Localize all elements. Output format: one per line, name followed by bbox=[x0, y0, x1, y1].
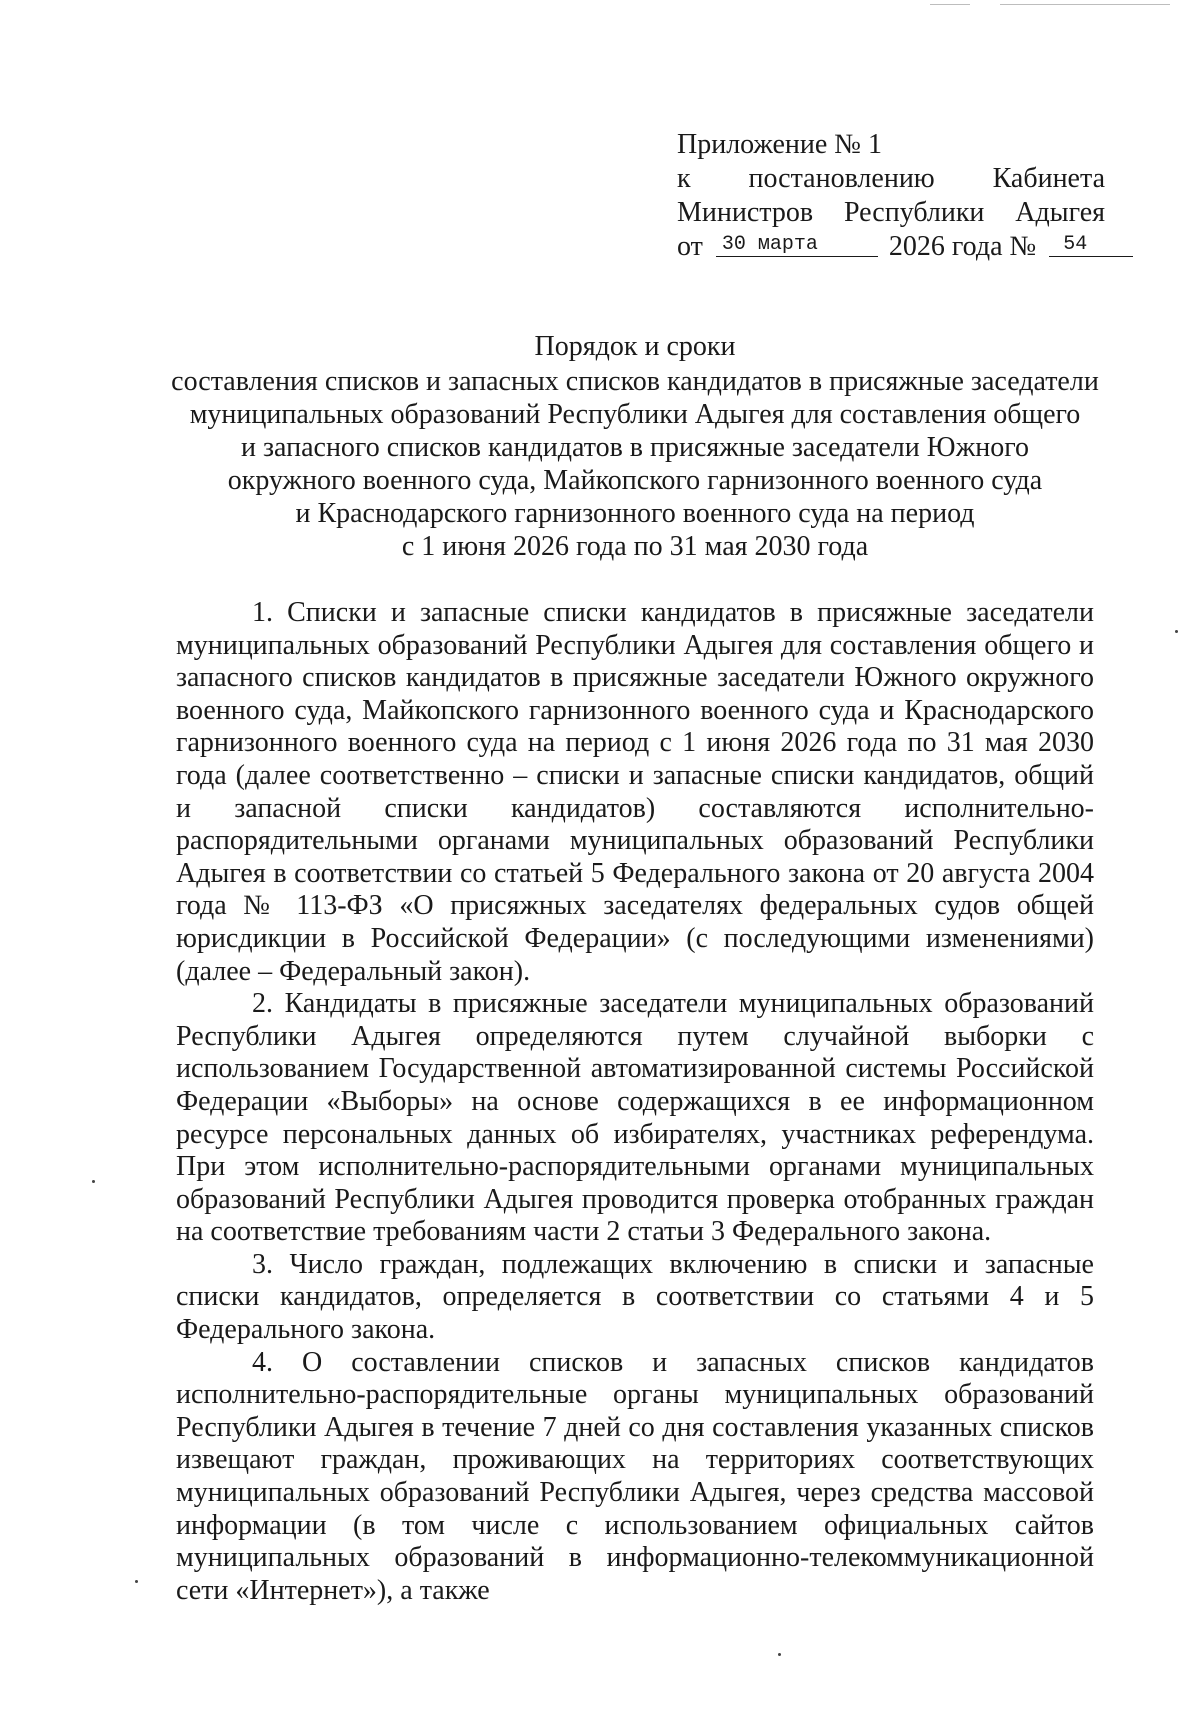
appendix-word: Кабинета bbox=[992, 163, 1105, 194]
document-body bbox=[176, 597, 1094, 1607]
scan-speck bbox=[92, 1180, 95, 1183]
paragraph-4 bbox=[176, 1347, 1094, 1608]
title-line: составления списков и запасных списков кандидатов в присяжные заседатели bbox=[171, 366, 1099, 397]
title-heading: Порядок и сроки bbox=[534, 331, 736, 362]
title-line: и Краснодарского гарнизонного военного суда на период bbox=[295, 498, 975, 529]
scan-edge-line bbox=[930, 4, 970, 5]
paragraph-3 bbox=[176, 1249, 1094, 1347]
appendix-issuer bbox=[677, 196, 1105, 230]
paragraph-text: 4. О составлении списков и запасных списков кандидатов исполнительно-распорядительные органы муниципальных образований Республики Адыгея в течение 7 дней со дня составления указанных списков извещают граждан, проживающих на территориях соответствующих муниципальных образований Республики Адыгея, через средства массовой информации (в том числе с использованием официальных сайтов муниципальных образований в информационно-телекоммуникационной сети «Интернет»), а также bbox=[176, 1346, 1094, 1606]
title-line: муниципальных образований Республики Адыгея для составления общего bbox=[189, 399, 1081, 430]
appendix-number: Приложение № 1 bbox=[677, 129, 882, 160]
appendix-word: постановлению bbox=[748, 163, 935, 194]
appendix-word: Республики bbox=[843, 197, 985, 228]
paragraph-2 bbox=[176, 988, 1094, 1249]
appendix-word: Адыгея bbox=[1015, 197, 1105, 228]
paragraph-text: 3. Число граждан, подлежащих включению в списки и запасные списки кандидатов, определяется в соответствии со статьями 4 и 5 Федерального закона. bbox=[176, 1248, 1094, 1346]
title-line: и запасного списков кандидатов в присяжные заседатели Южного bbox=[241, 432, 1029, 463]
paragraph-1 bbox=[176, 597, 1094, 988]
scan-speck bbox=[135, 1580, 138, 1583]
title-line: окружного военного суда, Майкопского гарнизонного военного суда bbox=[227, 465, 1043, 496]
resolution-number-field: 54 bbox=[1049, 234, 1133, 257]
appendix-date-line bbox=[677, 230, 1105, 264]
appendix-word: к bbox=[677, 163, 691, 194]
scan-speck bbox=[1175, 630, 1178, 633]
document-title bbox=[150, 330, 1120, 563]
paragraph-text: 2. Кандидаты в присяжные заседатели муниципальных образований Республики Адыгея определяются путем случайной выборки с использованием Государственной автоматизированной системы Российской Федерации «Выборы» на основе содержащихся в ее информационном ресурсе персональных данных об избирателях, участниках референдума. При этом исполнительно-распорядительными органами муниципальных образований Республики Адыгея проводится проверка отобранных граждан на соответствие требованиям части 2 статьи 3 Федерального закона. bbox=[176, 988, 1094, 1248]
date-prefix: от bbox=[677, 231, 703, 262]
year-text: 2026 года № bbox=[888, 231, 1037, 262]
scan-speck bbox=[778, 1653, 781, 1656]
appendix-block bbox=[677, 128, 1105, 264]
title-line: с 1 июня 2026 года по 31 мая 2030 года bbox=[401, 531, 869, 562]
scan-edge-line bbox=[1000, 4, 1170, 5]
date-field: 30 марта bbox=[716, 234, 878, 257]
paragraph-text: 1. Списки и запасные списки кандидатов в присяжные заседатели муниципальных образований Республики Адыгея для составления общего и запасного списков кандидатов в присяжные заседатели Южного окружного военного суда, Майкопского гарнизонного военного суда и Краснодарского гарнизонного военного суда на период с 1 июня 2026 года по 31 мая 2030 года (далее соответственно – списки и запасные списки кандидатов, общий и запасной списки кандидатов) составляются исполнительно-распорядительными органами муниципальных образований Республики Адыгея в соответствии со статьей 5 Федерального закона от 20 августа 2004 года № 113-ФЗ «О присяжных заседателях федеральных судов общей юрисдикции в Российской Федерации» (с последующими изменениями) (далее – Федеральный закон). bbox=[176, 597, 1094, 987]
appendix-to-resolution bbox=[677, 162, 1105, 196]
appendix-word: Министров bbox=[677, 197, 814, 228]
